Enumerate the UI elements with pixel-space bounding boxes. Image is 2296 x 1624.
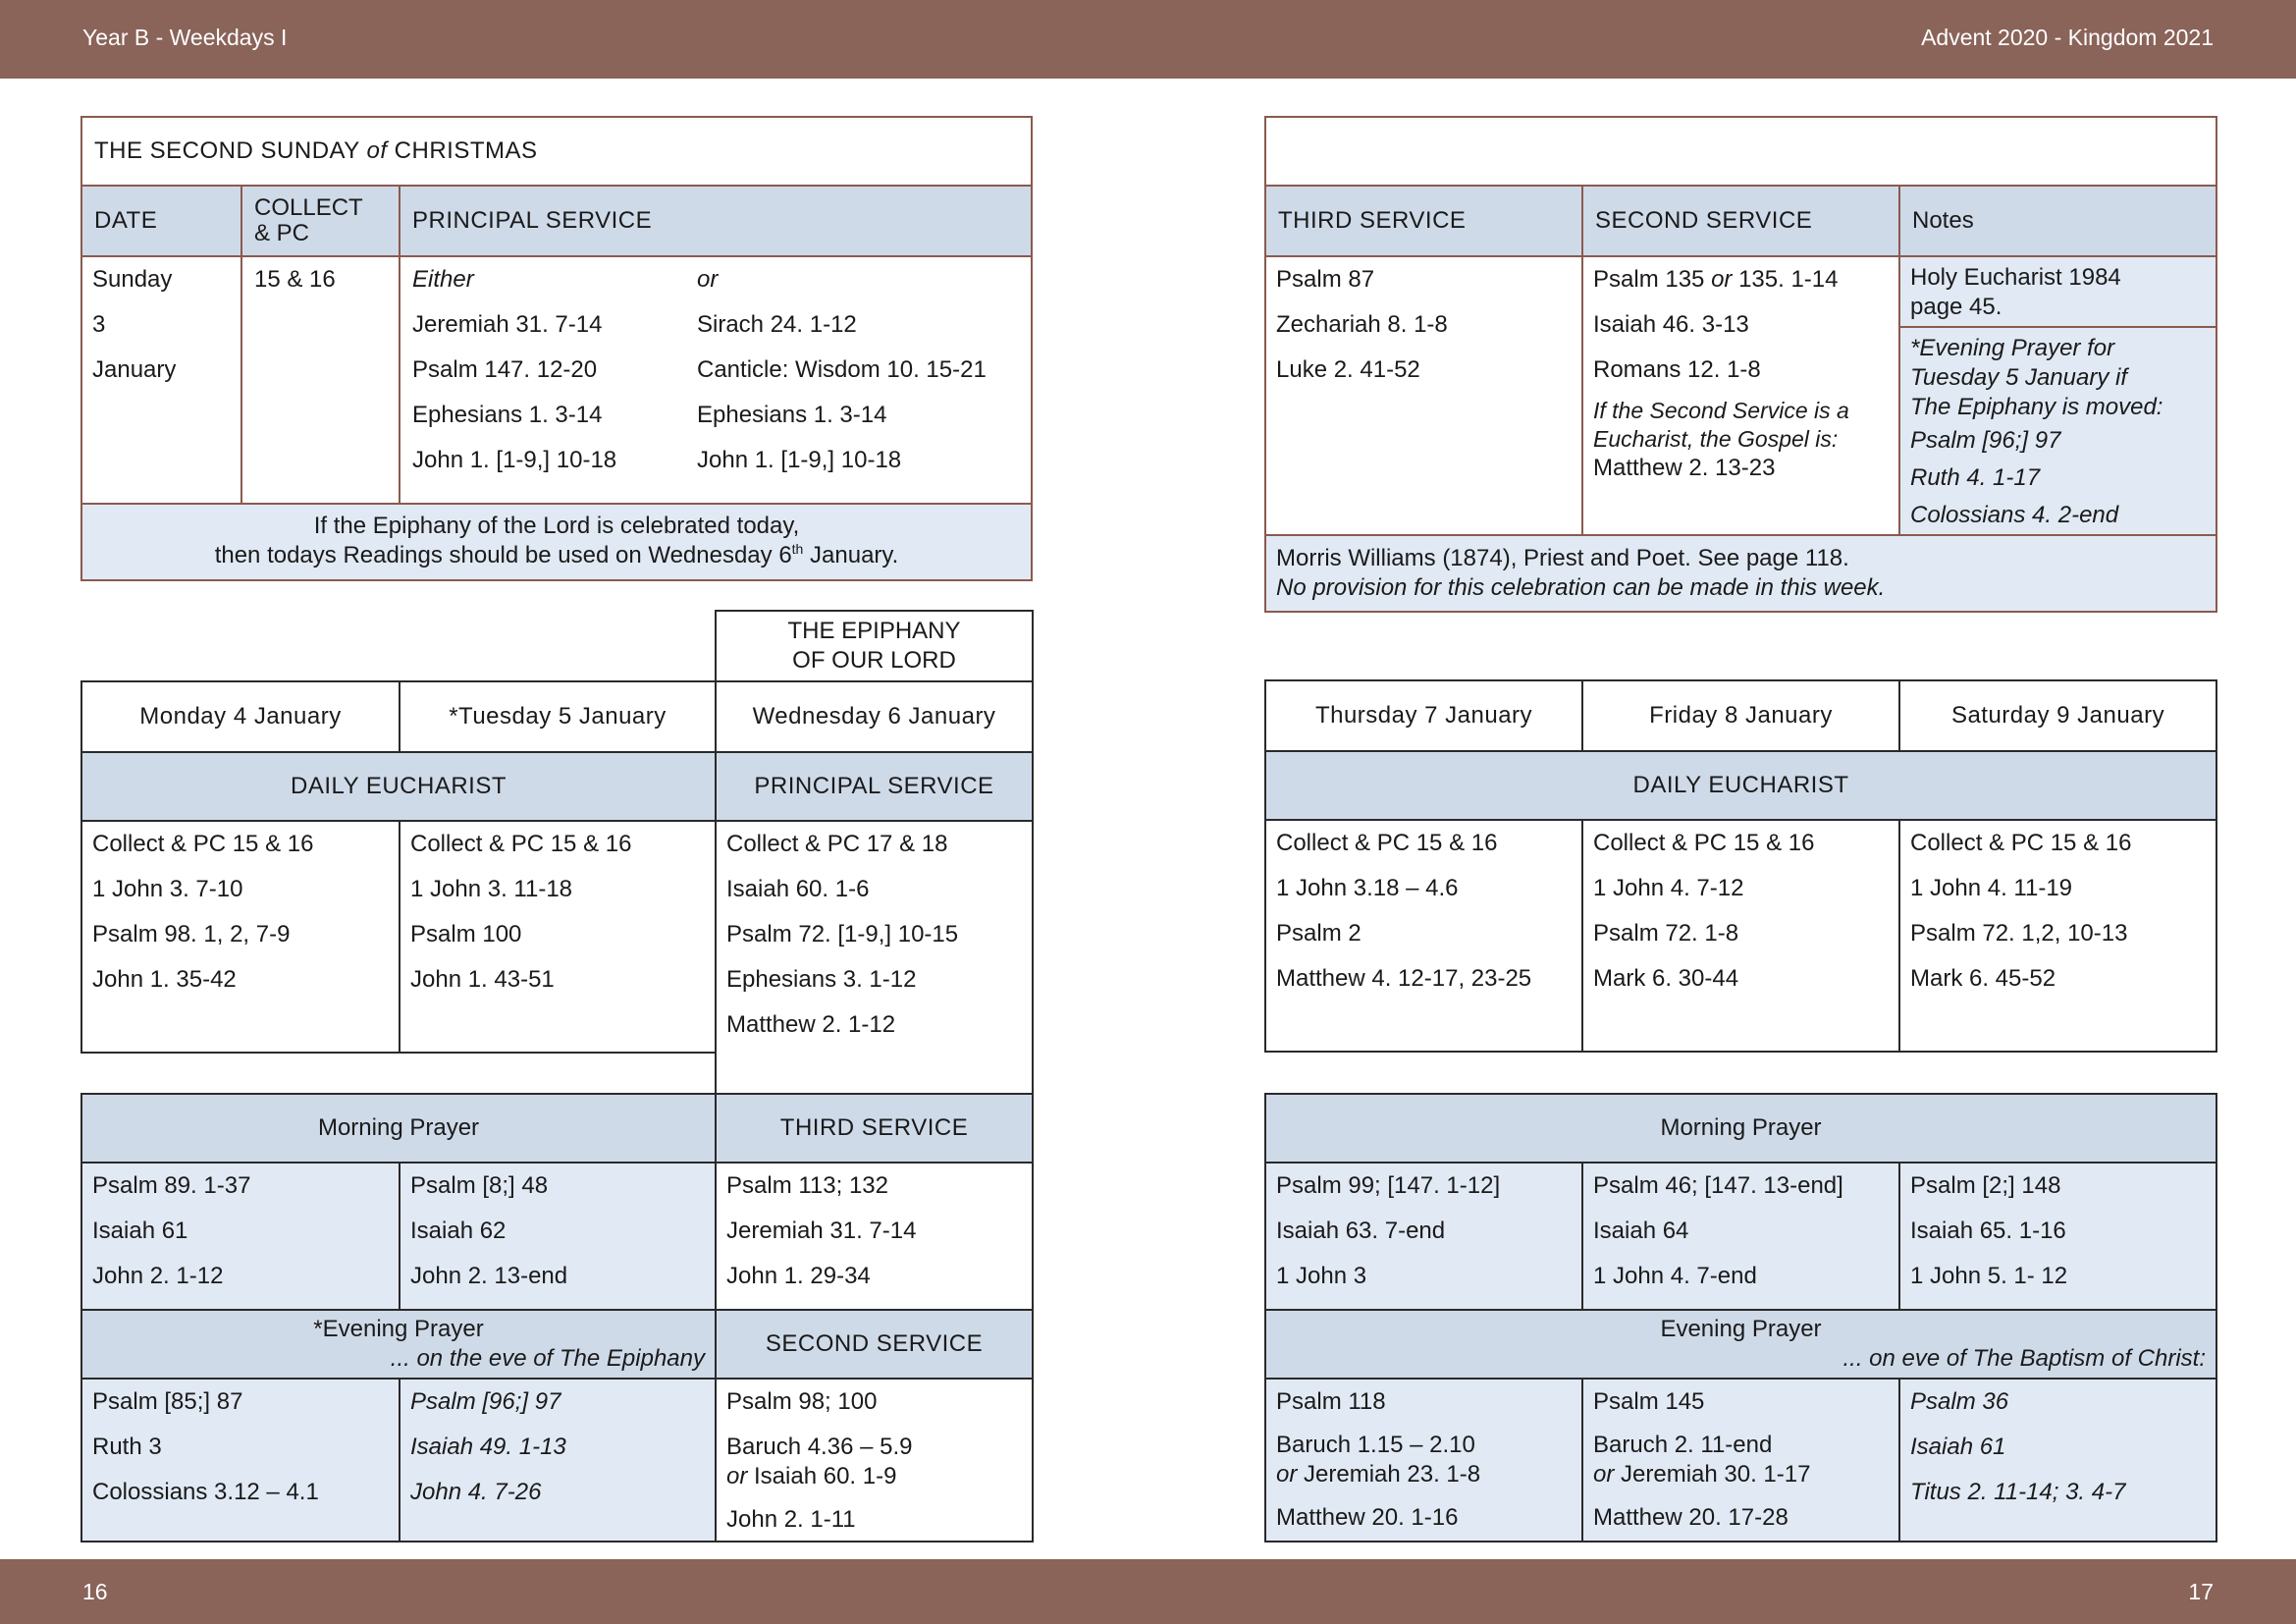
note-line: Holy Eucharist 1984 (1910, 264, 2121, 291)
reading: Matthew 2. 1-12 (726, 1011, 896, 1038)
mp-friday (1581, 1162, 1900, 1311)
note-evening-prayer (1898, 326, 2217, 536)
note-line: Eucharist, the Gospel is: (1593, 426, 1839, 452)
reading: 1 John 4. 11-19 (1910, 875, 2073, 901)
reading: Isaiah 63. 7-end (1276, 1218, 1446, 1244)
reading: Isaiah 65. 1-16 (1910, 1218, 2066, 1244)
or-label: or (697, 266, 719, 293)
reading: Baruch 4.36 – 5.9 (726, 1434, 913, 1460)
reading: Psalm 46; [147. 13-end] (1593, 1172, 1843, 1199)
reading: Psalm 98. 1, 2, 7-9 (92, 921, 291, 947)
reading: Matthew 20. 1-16 (1276, 1504, 1459, 1531)
col-collect-line1: COLLECT (254, 194, 363, 221)
evening-prayer-header (1264, 1309, 2217, 1380)
ep-thursday (1264, 1378, 1583, 1543)
header-right: Advent 2020 - Kingdom 2021 (1921, 25, 2214, 50)
reading-part: Jeremiah 23. 1-8 (1297, 1461, 1481, 1488)
reading: Psalm 98; 100 (726, 1388, 878, 1415)
reading: Jeremiah 31. 7-14 (412, 311, 603, 338)
reading: John 4. 7-26 (410, 1479, 542, 1505)
evening-prayer-header (80, 1309, 717, 1380)
third-service-header: THIRD SERVICE (715, 1093, 1034, 1164)
reading: John 1. [1-9,] 10-18 (697, 447, 902, 473)
reading (1593, 1460, 1889, 1489)
day-header-friday: Friday 8 January (1581, 679, 1900, 752)
day-header-wednesday: Wednesday 6 January (715, 680, 1034, 753)
col-collect (240, 185, 400, 257)
date-line: 3 (92, 311, 106, 338)
day-header-tuesday: *Tuesday 5 January (399, 680, 717, 753)
ep-saturday (1898, 1378, 2217, 1543)
reading: 1 John 3. 7-10 (92, 876, 243, 902)
reading: Luke 2. 41-52 (1276, 356, 1420, 383)
note-line (92, 541, 1021, 570)
reading: John 1. 29-34 (726, 1263, 871, 1289)
reading: 1 John 5. 1- 12 (1910, 1263, 2068, 1289)
col-principal: PRINCIPAL SERVICE (399, 185, 1033, 257)
reading: Psalm 72. 1-8 (1593, 920, 1739, 947)
reading (1593, 257, 1889, 302)
note-line: page 45. (1910, 294, 2002, 320)
day-header-monday: Monday 4 January (80, 680, 400, 753)
eucharist-monday (80, 820, 400, 1054)
reading: 1 John 3. 11-18 (410, 876, 573, 902)
page-header (0, 0, 2296, 79)
reading: Psalm 100 (410, 921, 522, 947)
reading: 1 John 4. 7-12 (1593, 875, 1744, 901)
reading: Psalm [2;] 148 (1910, 1172, 2061, 1199)
note-line: *Evening Prayer for (1910, 335, 2115, 361)
or-column (697, 257, 987, 483)
day-header-saturday: Saturday 9 January (1898, 679, 2217, 752)
eucharist-tuesday (399, 820, 717, 1054)
reading: John 1. 35-42 (92, 966, 237, 993)
note-reading: Colossians 4. 2-end (1910, 502, 2119, 528)
reading: 1 John 4. 7-end (1593, 1263, 1757, 1289)
reading: Psalm 145 (1593, 1388, 1705, 1415)
reading: Collect & PC 17 & 18 (726, 831, 948, 857)
sunday-right-title (1264, 116, 2217, 187)
reading: Isaiah 61 (92, 1218, 188, 1244)
col-second: SECOND SERVICE (1581, 185, 1900, 257)
reading: Collect & PC 15 & 16 (92, 831, 314, 857)
reading-part: Psalm 135 (1593, 266, 1712, 293)
date-line: Sunday (92, 266, 173, 293)
heading-line: Evening Prayer (1660, 1316, 1822, 1342)
heading-line: THE EPIPHANY (787, 618, 961, 644)
reading: Sirach 24. 1-12 (697, 311, 857, 338)
reading (726, 1462, 1022, 1491)
day-header-thursday: Thursday 7 January (1264, 679, 1583, 752)
reading: Psalm 89. 1-37 (92, 1172, 251, 1199)
ep-friday (1581, 1378, 1900, 1543)
daily-eucharist-header: DAILY EUCHARIST (1264, 750, 2217, 821)
reading: Psalm 2 (1276, 920, 1362, 947)
title-post: CHRISTMAS (387, 137, 538, 164)
reading: Isaiah 61 (1910, 1434, 2006, 1460)
reading: Psalm 72. [1-9,] 10-15 (726, 921, 959, 947)
reading: John 1. [1-9,] 10-18 (412, 447, 617, 473)
or-word: or (726, 1463, 748, 1489)
reading: Psalm [96;] 97 (410, 1388, 561, 1415)
second-service-wednesday (715, 1378, 1034, 1543)
reading: Psalm 87 (1276, 266, 1375, 293)
reading: Ephesians 1. 3-14 (697, 402, 887, 428)
note-line: If the Second Service is a (1593, 398, 1849, 423)
reading: Romans 12. 1-8 (1593, 356, 1761, 383)
mp-tuesday (399, 1162, 717, 1311)
reading: Isaiah 46. 3-13 (1593, 311, 1749, 338)
reading: Psalm 72. 1,2, 10-13 (1910, 920, 2128, 947)
note-line: The Epiphany is moved: (1910, 394, 2163, 420)
morning-prayer-header: Morning Prayer (1264, 1093, 2217, 1164)
reading: Canticle: Wisdom 10. 15-21 (697, 356, 987, 383)
page-number-left: 16 (82, 1579, 108, 1604)
heading-line: *Evening Prayer (313, 1316, 484, 1342)
heading-line: ... on the eve of The Epiphany (390, 1345, 705, 1372)
note-line: Tuesday 5 January if (1910, 364, 2128, 391)
reading: Jeremiah 31. 7-14 (726, 1218, 917, 1244)
sunday-title (80, 116, 1033, 187)
ep-tuesday (399, 1378, 717, 1543)
note-holy-eucharist (1898, 255, 2217, 328)
eucharist-friday (1581, 819, 1900, 1053)
reading: Collect & PC 15 & 16 (410, 831, 632, 857)
reading: Titus 2. 11-14; 3. 4-7 (1910, 1479, 2126, 1505)
heading-line: OF OUR LORD (792, 647, 956, 674)
reading: Matthew 20. 17-28 (1593, 1504, 1789, 1531)
reading: Isaiah 64 (1593, 1218, 1689, 1244)
or-word: or (1711, 266, 1733, 293)
reading: Baruch 2. 11-end (1593, 1432, 1773, 1458)
reading: Matthew 4. 12-17, 23-25 (1276, 965, 1532, 992)
reading: Isaiah 60. 1-6 (726, 876, 870, 902)
page-number-right: 17 (2188, 1579, 2214, 1604)
either-column (412, 257, 616, 483)
note-text: then todays Readings should be used on Wednesday 6 (214, 542, 792, 568)
reading (1276, 1460, 1572, 1489)
mp-saturday (1898, 1162, 2217, 1311)
reading: Isaiah 49. 1-13 (410, 1434, 566, 1460)
reading: Psalm [8;] 48 (410, 1172, 549, 1199)
reading: Psalm 147. 12-20 (412, 356, 598, 383)
daily-eucharist-header: DAILY EUCHARIST (80, 751, 717, 822)
reading: John 1. 43-51 (410, 966, 555, 993)
reading-part: Jeremiah 30. 1-17 (1614, 1461, 1811, 1488)
heading-line: ... on eve of The Baptism of Christ: (1842, 1345, 2206, 1372)
reading: Baruch 1.15 – 2.10 (1276, 1432, 1475, 1458)
eucharist-saturday (1898, 819, 2217, 1053)
reading: John 2. 13-end (410, 1263, 568, 1289)
note-text: January. (803, 542, 899, 568)
reading: Ruth 3 (92, 1434, 162, 1460)
epiphany-note (80, 503, 1033, 581)
principal-service-wednesday (715, 820, 1034, 1095)
mp-monday (80, 1162, 400, 1311)
note-superscript: th (791, 541, 804, 557)
principal-service-header: PRINCIPAL SERVICE (715, 751, 1034, 822)
third-service-cell (1264, 255, 1583, 536)
reading: Ephesians 3. 1-12 (726, 966, 917, 993)
reading: Psalm 113; 132 (726, 1172, 888, 1199)
reading: Colossians 3.12 – 4.1 (92, 1479, 319, 1505)
reading: John 2. 1-12 (92, 1263, 224, 1289)
note-line: Morris Williams (1874), Priest and Poet. See page 118. (1276, 545, 1849, 571)
or-word: or (1593, 1461, 1615, 1488)
reading: Ephesians 1. 3-14 (412, 402, 603, 428)
reading: Collect & PC 15 & 16 (1276, 830, 1498, 856)
note-line: If the Epiphany of the Lord is celebrated today, (313, 513, 800, 539)
col-third: THIRD SERVICE (1264, 185, 1583, 257)
reading: 1 John 3.18 – 4.6 (1276, 875, 1459, 901)
reading: 1 John 3 (1276, 1263, 1367, 1289)
eucharist-thursday (1264, 819, 1583, 1053)
mp-thursday (1264, 1162, 1583, 1311)
reading: Psalm 36 (1910, 1388, 2009, 1415)
reading: Mark 6. 45-52 (1910, 965, 2056, 992)
sunday-collect-cell (240, 255, 400, 505)
col-collect-line2: & PC (254, 220, 310, 246)
second-service-cell (1581, 255, 1900, 536)
page-footer (0, 1559, 2296, 1624)
note-line: No provision for this celebration can be made in this week. (1276, 574, 1886, 601)
title-of: of (366, 137, 388, 164)
reading: Collect & PC 15 & 16 (1593, 830, 1815, 856)
col-date: DATE (80, 185, 242, 257)
third-service-wednesday (715, 1162, 1034, 1311)
either-label: Either (412, 266, 474, 293)
date-line: January (92, 356, 177, 383)
morning-prayer-header: Morning Prayer (80, 1093, 717, 1164)
collect-value: 15 & 16 (254, 266, 336, 293)
reading-part: 135. 1-14 (1732, 266, 1839, 293)
sunday-date-cell (80, 255, 242, 505)
reading: Zechariah 8. 1-8 (1276, 311, 1448, 338)
reading: Psalm 118 (1276, 1388, 1386, 1415)
reading-part: Isaiah 60. 1-9 (747, 1463, 897, 1489)
reading: Psalm [85;] 87 (92, 1388, 243, 1415)
reading: Isaiah 62 (410, 1218, 507, 1244)
reading: John 2. 1-11 (726, 1506, 856, 1533)
col-notes: Notes (1898, 185, 2217, 257)
epiphany-heading (715, 610, 1034, 682)
note-reading: Psalm [96;] 97 (1910, 427, 2061, 454)
header-left: Year B - Weekdays I (82, 25, 288, 50)
reading: Collect & PC 15 & 16 (1910, 830, 2132, 856)
or-word: or (1276, 1461, 1298, 1488)
reading: Psalm 99; [147. 1-12] (1276, 1172, 1501, 1199)
ep-monday (80, 1378, 400, 1543)
eucharist-note (1593, 397, 1889, 482)
reading: Mark 6. 30-44 (1593, 965, 1739, 992)
commemoration-note (1264, 534, 2217, 613)
second-service-header: SECOND SERVICE (715, 1309, 1034, 1380)
title-pre: THE SECOND SUNDAY (94, 137, 367, 164)
note-line: Matthew 2. 13-23 (1593, 455, 1776, 481)
sunday-readings-cell (399, 255, 1033, 505)
note-reading: Ruth 4. 1-17 (1910, 464, 2041, 491)
